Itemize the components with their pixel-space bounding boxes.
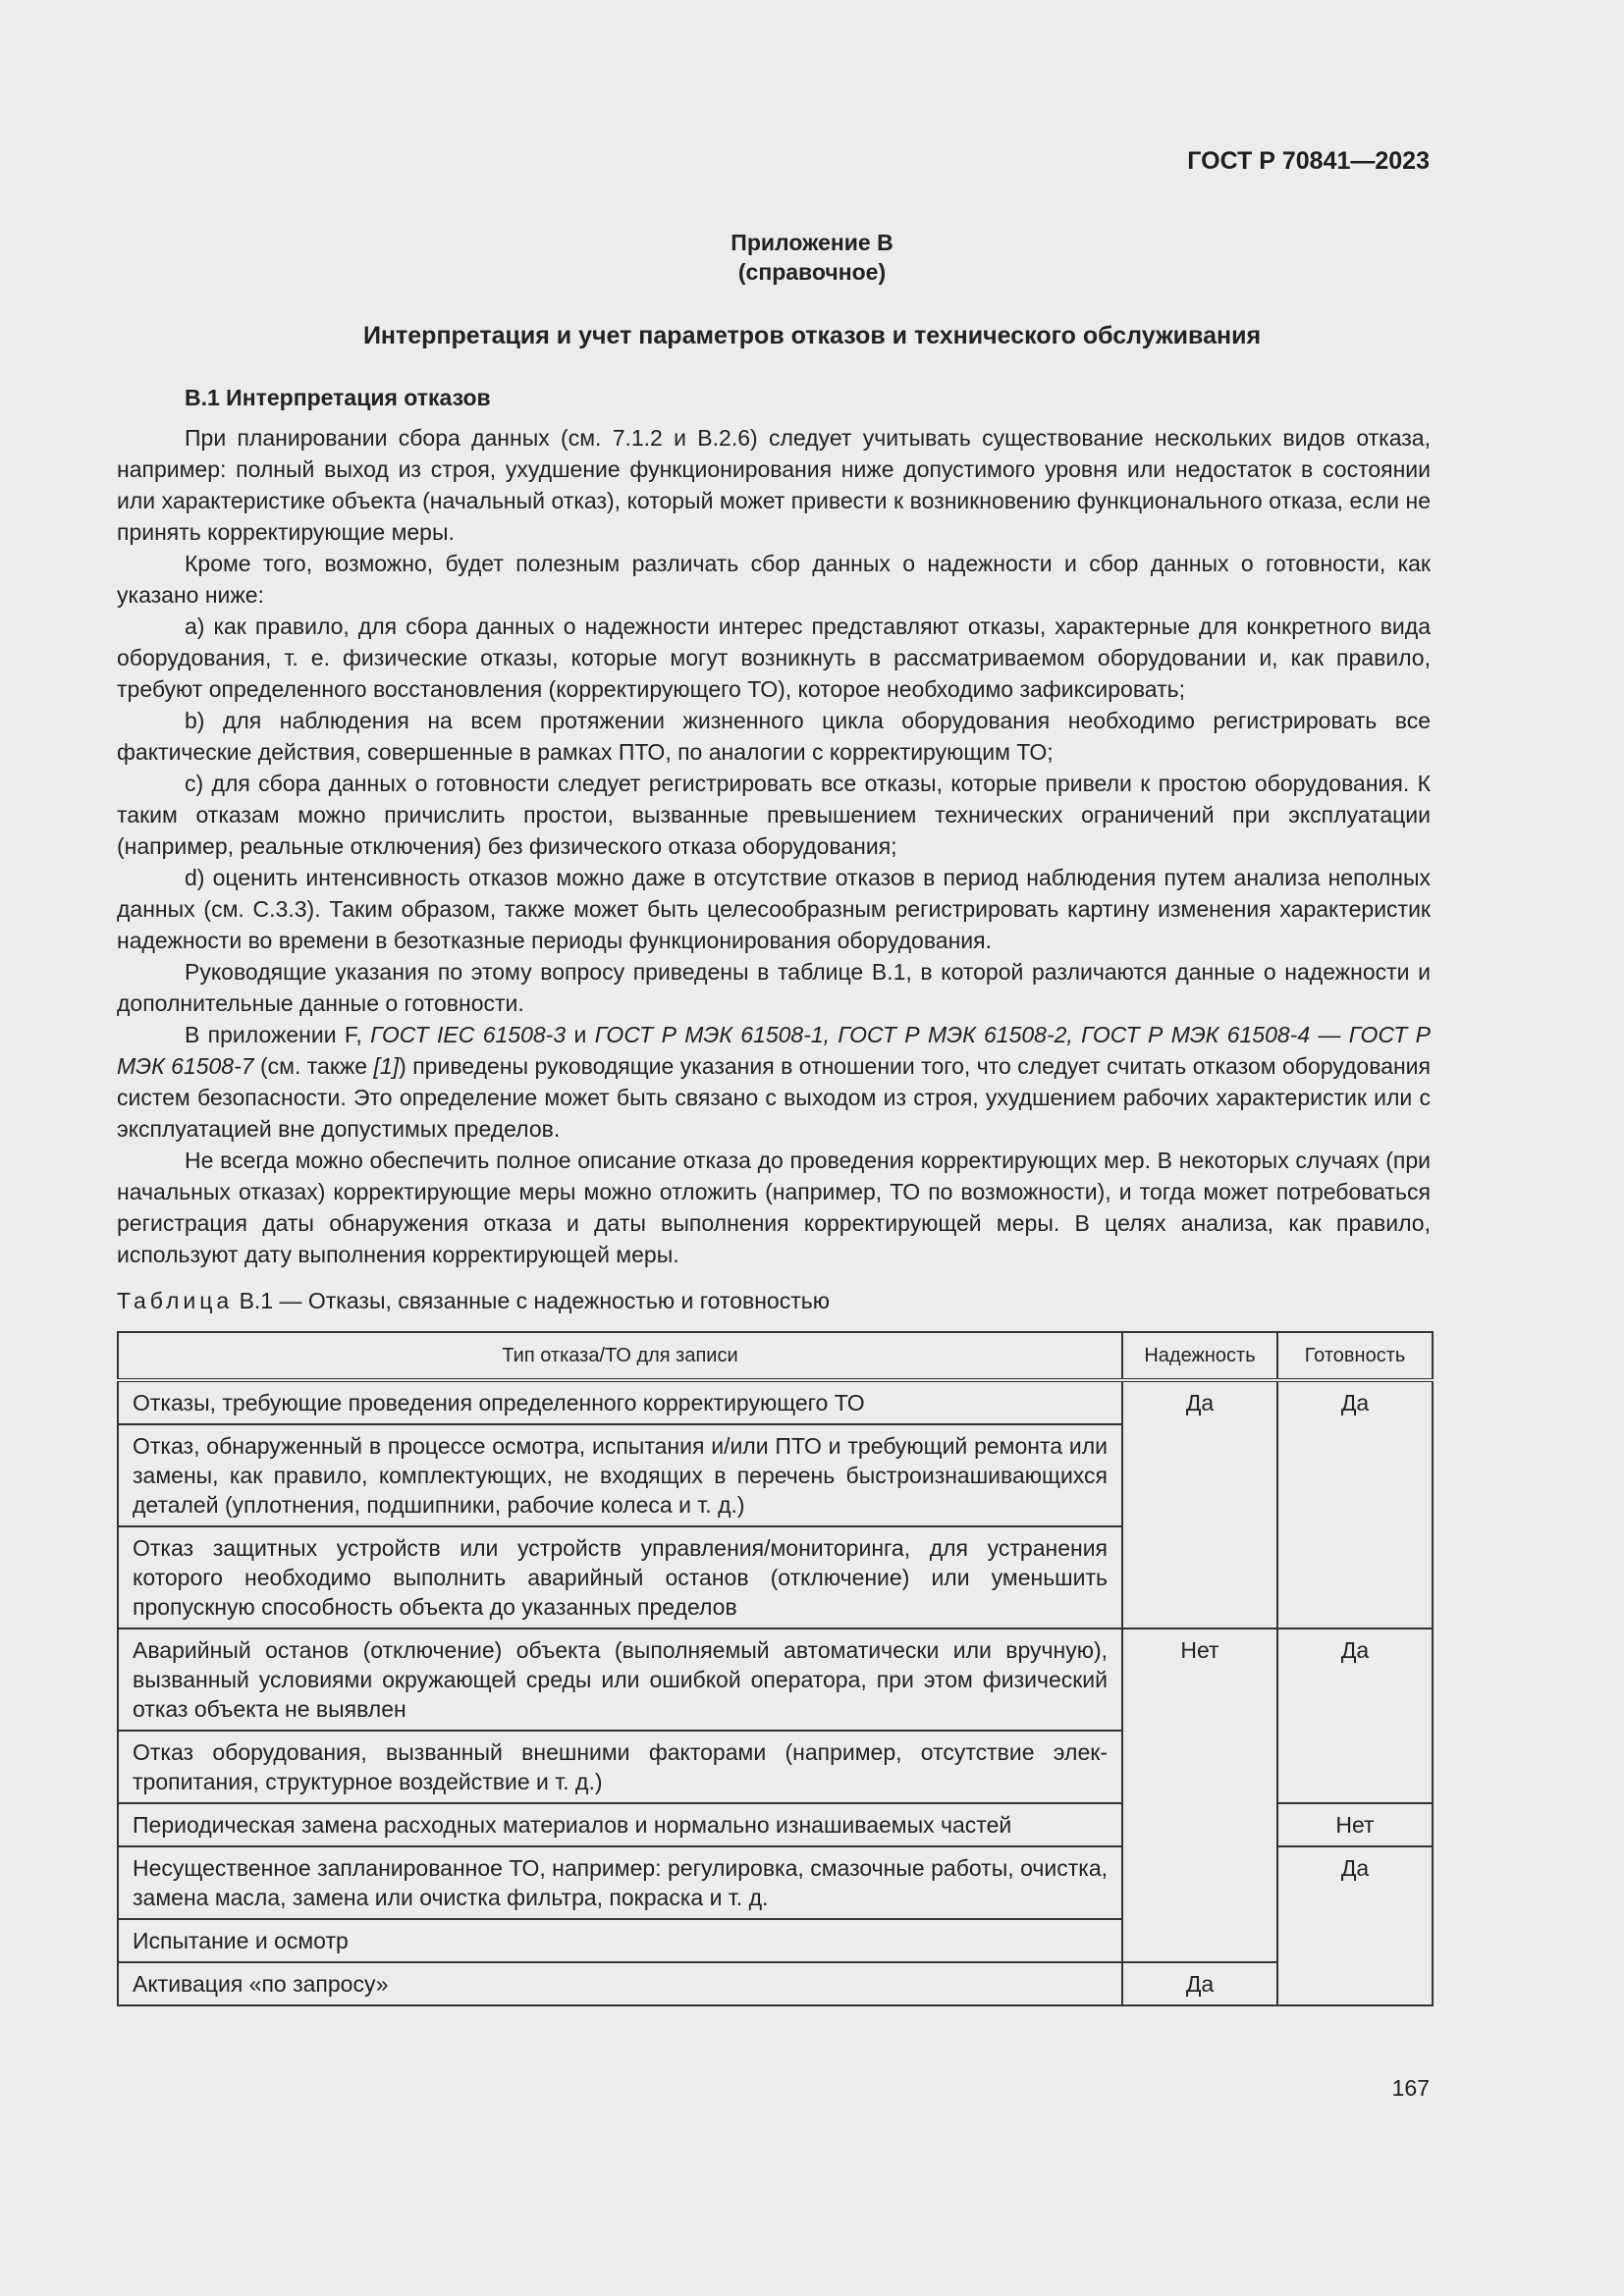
reference-paragraph (117, 1019, 1431, 1145)
page-number: 167 (1391, 2075, 1430, 2101)
appendix-heading (0, 228, 1624, 287)
standard-reference: ГОСТ Р МЭК 61508-1, ГОСТ Р МЭК 61508-2, ГОСТ Р МЭК 61508-4 — ГОСТ Р МЭК 61508-7 (117, 1022, 1432, 1079)
availability-cell: Да (1277, 1380, 1433, 1629)
failure-type-cell: Испытание и осмотр (118, 1919, 1122, 1962)
list-item: b) для наблюдения на всем протяжении жизненного цикла оборудования необходимо регистрировать все фактические действия, совершенные в рамках ПТО, по аналогии с корректирующим ТО; (117, 708, 1431, 765)
table-row (118, 1629, 1433, 1731)
table-caption-label: Таблица (117, 1288, 234, 1313)
text: и (566, 1022, 595, 1047)
reliability-cell: Да (1122, 1380, 1277, 1629)
failure-type-cell: Активация «по запросу» (118, 1962, 1122, 2005)
failures-table (117, 1331, 1434, 2006)
failure-type-cell: Отказ, обнаруженный в процессе осмотра, испытания и/или ПТО и требующий ремонта или замены, как правило, комплектующих, не входящих в перечень быстроизнашивающихся деталей (уплотнения, подшипники, рабочие колеса и т. д.) (118, 1424, 1122, 1526)
standard-code: ГОСТ Р 70841—2023 (1187, 147, 1430, 175)
reliability-cell: Нет (1122, 1629, 1277, 1962)
header-reliability: Надежность (1122, 1332, 1277, 1380)
failure-type-cell: Аварийный останов (отключение) объекта (выполняемый автоматически или вручную), вызванный условиями окружающей среды или ошибкой оператора, при этом физический отказ объекта не выявлен (118, 1629, 1122, 1731)
body-text (117, 422, 1431, 1270)
failure-type-cell: Отказ защитных устройств или устройств управления/мониторинга, для устранения которого необходимо выполнить аварийный останов (отключение) или уменьшить пропускную способность объекта до указанных пределов (118, 1526, 1122, 1629)
availability-cell: Нет (1277, 1803, 1433, 1846)
reliability-cell: Да (1122, 1962, 1277, 2005)
main-title: Интерпретация и учет параметров отказов и технического обслуживания (362, 322, 1262, 349)
table-caption-text: В.1 — Отказы, связанные с надежностью и готовностью (233, 1288, 830, 1313)
header-type: Тип отказа/ТО для записи (118, 1332, 1122, 1380)
header-availability: Готовность (1277, 1332, 1433, 1380)
text: (см. также (253, 1053, 374, 1079)
availability-cell: Да (1277, 1846, 1433, 2005)
paragraph: Не всегда можно обеспечить полное описание отказа до проведения корректирующих мер. В некоторых случаях (при начальных отказах) корректирующие меры можно отложить (например, ТО по возможности), и тогда может потребоваться регистрация даты обнаружения отказа и даты выполнения корректирующей меры. В целях анализа, как правило, используют дату выполнения корректирующей меры. (117, 1148, 1431, 1267)
text: В приложении F, (185, 1022, 371, 1047)
paragraph: Руководящие указания по этому вопросу приведены в таблице В.1, в которой различаются данные о надежности и дополнительные данные о готовности. (117, 959, 1431, 1016)
table-row (118, 1380, 1433, 1424)
section-title: В.1 Интерпретация отказов (185, 385, 491, 410)
availability-cell: Да (1277, 1629, 1433, 1803)
table-row (118, 1962, 1433, 2005)
failure-type-cell: Отказ оборудования, вызванный внешними факторами (например, отсутствие электропитания, структурное воздействие и т. д.) (118, 1731, 1122, 1803)
bibliography-reference: [1] (373, 1053, 400, 1079)
appendix-subtitle: (справочное) (737, 259, 887, 285)
failure-type-cell: Отказы, требующие проведения определенного корректирующего ТО (118, 1380, 1122, 1424)
list-item: с) для сбора данных о готовности следует регистрировать все отказы, которые привели к простою оборудования. К таким отказам можно причислить простои, вызванные превышением технических ограничений при эксплуатации (например, реальные отключения) без физического отказа оборудования; (117, 771, 1431, 859)
list-item: d) оценить интенсивность отказов можно даже в отсутствие отказов в период наблюдения путем анализа неполных данных (см. С.3.3). Таким образом, также может быть целесообразным регистрировать картину изменения характеристик надежности во времени в безотказные периоды функционирования оборудования. (117, 865, 1431, 953)
table-header-row (118, 1332, 1433, 1380)
standard-reference: ГОСТ IEC 61508-3 (370, 1022, 567, 1047)
text: ) приведены руководящие указания в отношении того, что следует считать отказом оборудования систем безопасности. Это определение может быть связано с выходом из строя, ухудшением рабочих характеристик или с эксплуатацией вне допустимых пределов. (117, 1053, 1431, 1142)
failure-type-cell: Несущественное запланированное ТО, например: регулировка, смазочные работы, очистка, замена масла, замена или очистка фильтра, покраска и т. д. (118, 1846, 1122, 1919)
failure-type-cell: Периодическая замена расходных материалов и нормально изнашиваемых частей (118, 1803, 1122, 1846)
list-item: а) как правило, для сбора данных о надежности интерес представляют отказы, характерные для конкретного вида оборудования, т. е. физические отказы, которые могут возникнуть в рассматриваемом оборудовании и, как правило, требуют определенного восстановления (корректирующего ТО), которое необходимо зафиксировать; (117, 614, 1431, 702)
table-caption (117, 1288, 830, 1314)
paragraph: Кроме того, возможно, будет полезным различать сбор данных о надежности и сбор данных о готовности, как указано ниже: (117, 551, 1431, 608)
appendix-title: Приложение В (731, 230, 893, 255)
paragraph: При планировании сбора данных (см. 7.1.2 и В.2.6) следует учитывать существование нескольких видов отказа, например: полный выход из строя, ухудшение функционирования ниже допустимого уровня или недостаток в состоянии или характеристике объекта (начальный отказ), который может привести к возникновению функционального отказа, если не принять корректирующие меры. (117, 425, 1431, 545)
